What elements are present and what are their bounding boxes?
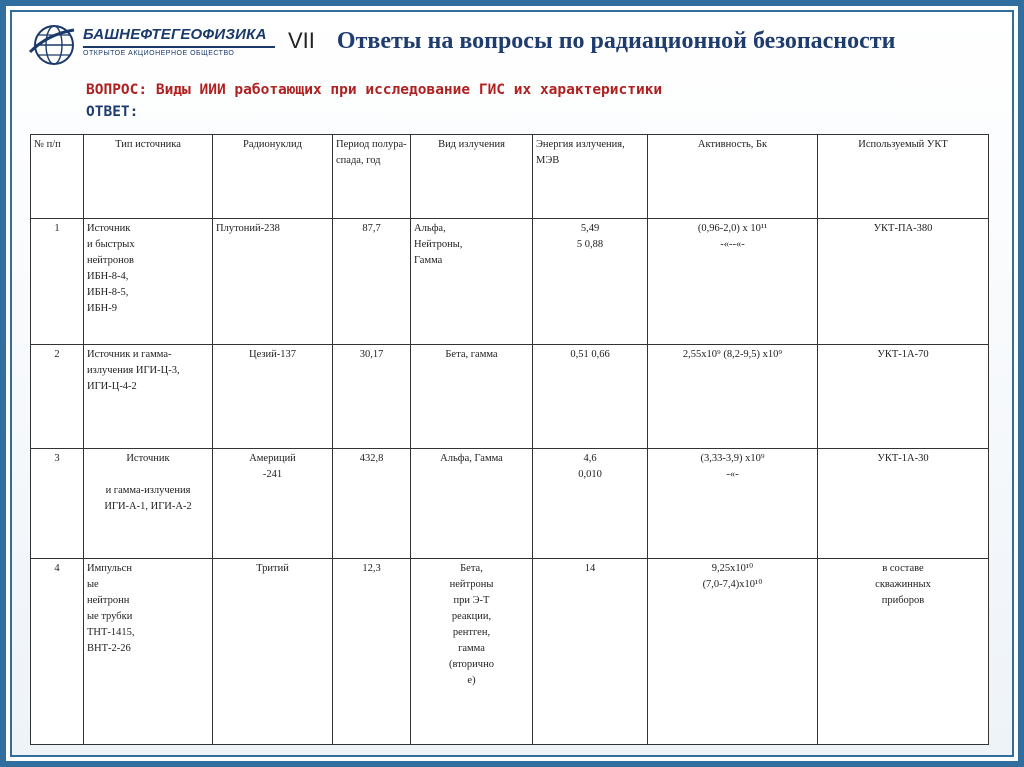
cell-radiation: Альфа, Нейтроны, Гамма <box>411 219 533 345</box>
cell-type: Источник и гамма- излучения ИГИ-Ц-3, ИГИ-Ц-4-2 <box>84 345 213 449</box>
slide-title <box>288 28 895 55</box>
cell-half-life: 432,8 <box>333 449 411 559</box>
header-cell-half-life: Период полура- спада, год <box>333 135 411 219</box>
table-row <box>31 449 989 559</box>
globe-logo-icon <box>28 22 76 68</box>
cell-ukt: в составе скважинных приборов <box>818 559 989 745</box>
cell-type: Импульсн ые нейтронн ые трубки ТНТ-1415, ВНТ-2-26 <box>84 559 213 745</box>
cell-activity: (0,96-2,0) х 10¹¹ -«--«- <box>648 219 818 345</box>
logo-company-name: БАШНЕФТЕГЕОФИЗИКА <box>83 26 267 43</box>
table-row <box>31 219 989 345</box>
cell-activity: (3,33-3,9) х10⁹ -«- <box>648 449 818 559</box>
cell-num: 4 <box>31 559 84 745</box>
cell-num: 2 <box>31 345 84 449</box>
question-text: ВОПРОС: Виды ИИИ работающих при исследование ГИС их характеристики <box>86 82 663 98</box>
cell-nuclide: Тритий <box>213 559 333 745</box>
cell-energy: 4,6 0,010 <box>533 449 648 559</box>
table-row <box>31 345 989 449</box>
slide-number: VII <box>288 28 315 53</box>
slide-title-text: Ответы на вопросы по радиационной безопасности <box>336 28 896 54</box>
table-header-row <box>31 135 989 219</box>
header-cell-ukt: Используемый УКТ <box>818 135 989 219</box>
cell-num: 3 <box>31 449 84 559</box>
company-logo <box>28 22 278 68</box>
cell-num: 1 <box>31 219 84 345</box>
header-cell-activity: Активность, Бк <box>648 135 818 219</box>
logo-divider <box>83 46 275 48</box>
cell-activity: 9,25х10¹⁰ (7,0-7,4)х10¹⁰ <box>648 559 818 745</box>
header-cell-radiation: Вид излучения <box>411 135 533 219</box>
cell-radiation: Бета, гамма <box>411 345 533 449</box>
cell-half-life: 30,17 <box>333 345 411 449</box>
cell-energy: 5,49 5 0,88 <box>533 219 648 345</box>
cell-energy: 0,51 0,66 <box>533 345 648 449</box>
header-cell-nuclide: Радионуклид <box>213 135 333 219</box>
header-cell-num: № п/п <box>31 135 84 219</box>
cell-nuclide: Плутоний-238 <box>213 219 333 345</box>
sources-table <box>30 134 989 745</box>
cell-radiation: Бета, нейтроны при Э-Т реакции, рентген, гамма (вторично е) <box>411 559 533 745</box>
cell-activity: 2,55х10⁹ (8,2-9,5) х10⁹ <box>648 345 818 449</box>
cell-type: Источник и быстрых нейтронов ИБН-8-4, ИБН-8-5, ИБН-9 <box>84 219 213 345</box>
cell-ukt: УКТ-1А-30 <box>818 449 989 559</box>
header-cell-energy: Энергия излучения, МЭВ <box>533 135 648 219</box>
cell-energy: 14 <box>533 559 648 745</box>
table-row <box>31 559 989 745</box>
header-cell-type: Тип источника <box>84 135 213 219</box>
cell-nuclide: Америций -241 <box>213 449 333 559</box>
cell-half-life: 12,3 <box>333 559 411 745</box>
cell-ukt: УКТ-1А-70 <box>818 345 989 449</box>
cell-half-life: 87,7 <box>333 219 411 345</box>
cell-nuclide: Цезий-137 <box>213 345 333 449</box>
cell-ukt: УКТ-ПА-380 <box>818 219 989 345</box>
cell-radiation: Альфа, Гамма <box>411 449 533 559</box>
cell-type: Источник и гамма-излучения ИГИ-А-1, ИГИ-А-2 <box>84 449 213 559</box>
logo-subtitle: ОТКРЫТОЕ АКЦИОНЕРНОЕ ОБЩЕСТВО <box>83 50 235 57</box>
answer-label: ОТВЕТ: <box>86 104 139 120</box>
